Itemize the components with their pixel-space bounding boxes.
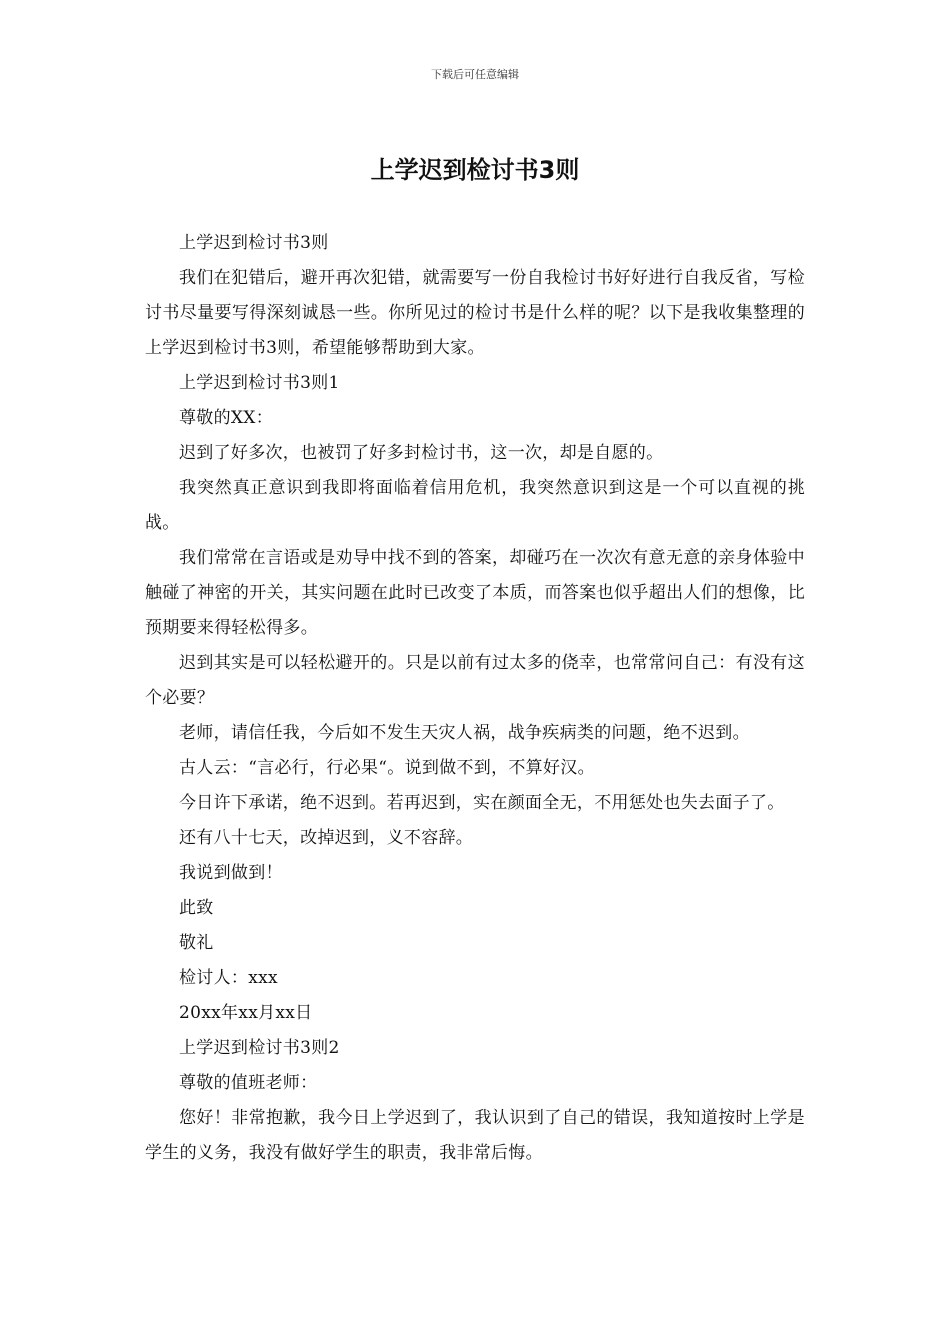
date-line: 20xx年xx月xx日 — [179, 1003, 313, 1023]
paragraph: 上学迟到检讨书3则 — [179, 233, 329, 253]
closing-line: 敬礼 — [179, 933, 214, 953]
paragraph: 老师，请信任我，今后如不发生天灾人祸，战争疾病类的问题，绝不迟到。 — [179, 723, 750, 743]
section-heading: 上学迟到检讨书3则1 — [179, 373, 340, 393]
paragraph: 今日许下承诺，绝不迟到。若再迟到，实在颜面全无，不用惩处也失去面子了。 — [179, 793, 785, 813]
paragraph: 我们在犯错后，避开再次犯错，就需要写一份自我检讨书好好进行自我反省，写检讨书尽量要写得深刻诚恳一些。你所见过的检讨书是什么样的呢？以下是我收集整理的上学迟到检讨书3则，希望能够帮助到大家。 — [145, 268, 805, 358]
paragraph: 您好！非常抱歉，我今日上学迟到了，我认识到了自己的错误，我知道按时上学是学生的义务，我没有做好学生的职责，我非常后悔。 — [145, 1108, 805, 1163]
document-title: 上学迟到检讨书3则 — [370, 156, 580, 184]
paragraph: 迟到了好多次，也被罚了好多封检讨书，这一次，却是自愿的。 — [179, 443, 664, 463]
page-header-note: 下载后可任意编辑 — [431, 68, 519, 81]
signature-line: 检讨人：xxx — [179, 968, 278, 988]
document-body — [145, 226, 805, 1171]
paragraph: 我说到做到！ — [179, 863, 283, 883]
section-heading: 上学迟到检讨书3则2 — [179, 1038, 340, 1058]
paragraph: 古人云：“言必行，行必果“。说到做不到，不算好汉。 — [179, 758, 595, 778]
paragraph: 我们常常在言语或是劝导中找不到的答案，却碰巧在一次次有意无意的亲身体验中触碰了神密的开关，其实问题在此时已改变了本质，而答案也似乎超出人们的想像，比预期要来得轻松得多。 — [145, 548, 805, 638]
closing-line: 此致 — [179, 898, 214, 918]
salutation: 尊敬的值班老师： — [179, 1073, 318, 1093]
paragraph: 还有八十七天，改掉迟到，义不容辞。 — [179, 828, 474, 848]
paragraph: 迟到其实是可以轻松避开的。只是以前有过太多的侥幸，也常常问自己：有没有这个必要？ — [145, 653, 805, 708]
paragraph: 我突然真正意识到我即将面临着信用危机，我突然意识到这是一个可以直视的挑战。 — [145, 478, 805, 533]
salutation: 尊敬的XX： — [179, 408, 274, 428]
